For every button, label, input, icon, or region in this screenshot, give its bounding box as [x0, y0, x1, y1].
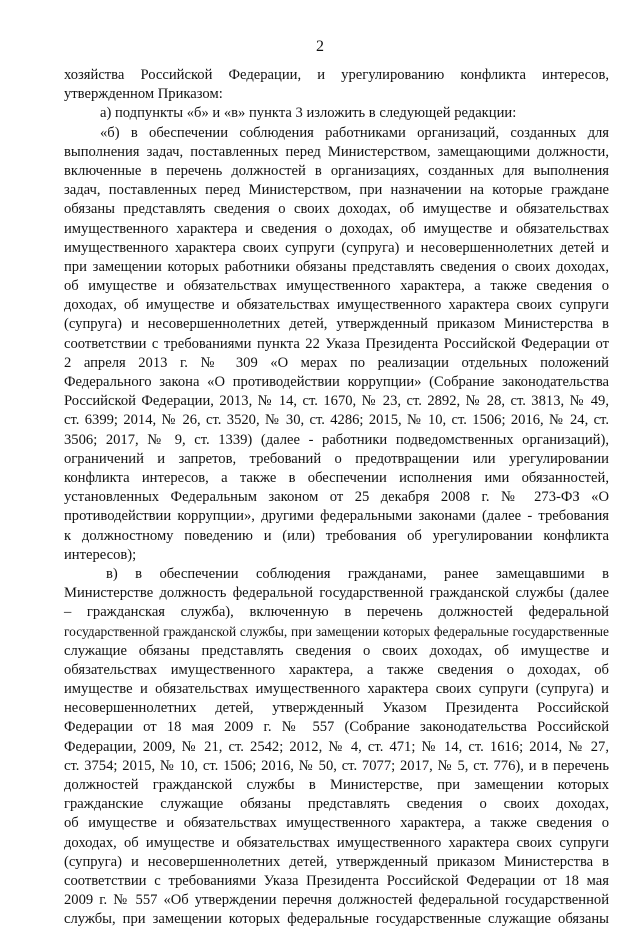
text-line: обязаны представлять сведения о своих доходах, об имуществе и обязательствах: [64, 201, 609, 218]
text-line: включенные в перечень должностей в организациях, созданных для выполнения: [64, 162, 609, 179]
text-line: ст. 3754; 2015, № 10, ст. 1506; 2016, № 50, ст. 7077; 2017, № 5, ст. 776), и в перечень: [64, 757, 609, 774]
text-line: имуществе и обязательствах имущественного характера своих супруги (супруга) и: [64, 681, 609, 697]
text-line: соответствии с требованиями Указа Президента Российской Федерации от 18 мая: [64, 872, 609, 889]
text-line: государственной гражданской службы, при замещении которых федеральные государственные: [64, 624, 609, 640]
document-body: [64, 66, 609, 929]
text-line: Российской Федерации, 2013, № 14, ст. 1670, № 23, ст. 2892, № 28, ст. 3813, № 49,: [64, 393, 609, 410]
page-number: 2: [316, 38, 324, 55]
text-line: хозяйства Российской Федерации, и урегулированию конфликта интересов,: [64, 67, 609, 83]
text-line: 2 апреля 2013 г. № 309 «О мерах по реализации отдельных положений: [64, 354, 609, 371]
text-line: конфликта интересов, а также в обеспечении исполнения ими обязанностей,: [64, 469, 609, 486]
text-line: Федерации, 2009, № 21, ст. 2542; 2012, № 4, ст. 471; № 14, ст. 1616; 2014, № 27,: [64, 738, 609, 755]
text-line: 2009 г. № 557 «Об утверждении перечня должностей федеральной государственной: [64, 892, 609, 909]
text-line: а) подпункты «б» и «в» пункта 3 изложить в следующей редакции:: [100, 105, 517, 122]
text-line: доходах, об имуществе и обязательствах имущественного характера своих супруги: [64, 297, 609, 314]
text-line: задач, поставленных перед Министерством, при назначении на которые граждане: [64, 182, 609, 199]
text-line: к должностному поведению и (или) требования об урегулировании конфликта: [64, 527, 609, 544]
text-line: Федерации от 18 мая 2009 г. № 557 (Собрание законодательства Российской: [64, 719, 609, 736]
text-line: гражданские служащие обязаны представлять сведения о своих доходах,: [64, 796, 609, 813]
text-line: 3506; 2017, № 9, ст. 1339) (далее - работники подведомственных организаций),: [64, 431, 609, 448]
text-line: обязательствах имущественного характера, а также сведения о доходах, об: [64, 661, 609, 678]
text-line: утвержденном Приказом:: [64, 86, 223, 103]
text-line: (супруга) и несовершеннолетних детей, утвержденный приказом Министерства в: [64, 316, 609, 333]
text-line: имущественного характера и сведения о доходах, об имуществе и обязательствах: [64, 220, 609, 237]
text-line: имущественного характера своих супруги (супруга) и несовершеннолетних детей и: [64, 239, 609, 256]
text-line: доходах, об имуществе и обязательствах имущественного характера своих супруги: [64, 834, 609, 851]
text-line: при замещении которых работники обязаны представлять сведения о своих доходах,: [64, 258, 609, 275]
text-line: противодействии коррупции», другими федеральными законами (далее - требования: [64, 508, 609, 525]
text-line: ст. 6399; 2014, № 26, ст. 3520, № 30, ст. 4286; 2015, № 10, ст. 1506; 2016, № 24, ст.: [64, 412, 609, 429]
text-line: «б) в обеспечении соблюдения работниками организаций, созданных для: [100, 124, 609, 141]
text-line: Министерстве должность федеральной государственной гражданской службы (далее: [64, 585, 609, 602]
text-line: выполнения задач, поставленных перед Министерством, замещающими должности,: [64, 143, 609, 160]
text-line: Федерального закона «О противодействии коррупции» (Собрание законодательства: [64, 374, 609, 390]
text-line: должностей гражданской службы в Министерстве, при замещении которых: [64, 776, 609, 793]
text-line: соответствии с требованиями пункта 22 Указа Президента Российской Федерации от: [64, 335, 609, 352]
text-line: интересов);: [64, 546, 137, 563]
text-line: установленных Федеральным законом от 25 декабря 2008 г. № 273-ФЗ «О: [64, 489, 609, 506]
text-line: несовершеннолетних детей, утвержденный Указом Президента Российской: [64, 700, 609, 717]
text-line: служащие обязаны представлять сведения о своих доходах, об имуществе и: [64, 642, 609, 659]
text-line: об имуществе и обязательствах имущественного характера, а также сведения о: [64, 278, 609, 295]
text-line: об имуществе и обязательствах имущественного характера, а также сведения о: [64, 815, 609, 832]
text-line: – гражданская служба), включенную в перечень должностей федеральной: [64, 604, 609, 621]
text-line: в) в обеспечении соблюдения гражданами, ранее замещавшими в: [106, 565, 609, 582]
text-line: (супруга) и несовершеннолетних детей, утвержденный приказом Министерства в: [64, 853, 609, 870]
text-line: ограничений и запретов, требований о предотвращении или урегулировании: [64, 450, 609, 467]
text-line: службы, при замещении которых федеральные государственные служащие обязаны: [64, 911, 609, 928]
